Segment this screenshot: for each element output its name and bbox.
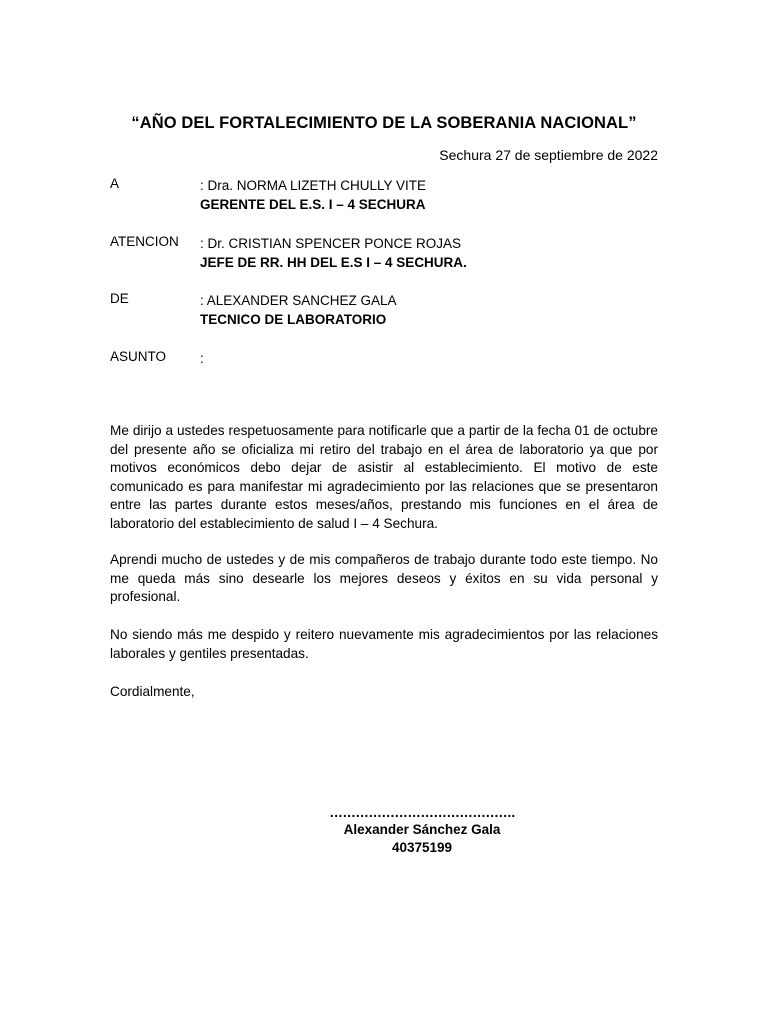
recipient-name: : Dra. NORMA LIZETH CHULLY VITE [200,178,427,193]
recipient-value [200,176,426,214]
signature-name: Alexander Sánchez Gala [343,822,501,837]
closing-text: Cordialmente, [110,684,195,699]
recipient-label: A [110,176,120,191]
document-heading: “AÑO DEL FORTALECIMIENTO DE LA SOBERANIA NACIONAL” [131,114,637,132]
subject-value [200,349,204,368]
sender-label: DE [110,291,129,306]
attention-value [200,234,467,272]
sender-name: : ALEXANDER SANCHEZ GALA [200,293,397,308]
body-paragraph-1: Me dirijo a ustedes respetuosamente para notificarle que a partir de la fecha 01 de octubre del presente año se oficializa mi retiro del trabajo en el área de laboratorio ya que por motivos económicos debo dejar de asistir al establecimiento. El motivo de este comunicado es para manifestar mi agradecimiento por las relaciones que se presentaron entre las partes durante estos meses/años, prestando mis funciones en el área de laboratorio del establecimiento de salud I – 4 Sechura. [110,423,658,531]
sender-value [200,291,397,329]
signature-line: ……………………………………. [329,805,515,820]
letter-date: Sechura 27 de septiembre de 2022 [439,147,658,163]
attention-title: JEFE DE RR. HH DEL E.S I – 4 SECHURA. [200,255,467,270]
body-paragraph-3: No siendo más me despido y reitero nuevamente mis agradecimientos por las relaciones laborales y gentiles presentadas. [110,627,658,661]
attention-label: ATENCION [110,234,179,249]
sender-title: TECNICO DE LABORATORIO [200,312,387,327]
body-paragraph-2: Aprendi mucho de ustedes y de mis compañeros de trabajo durante todo este tiempo. No me queda más sino desearle los mejores deseos y éxitos en su vida personal y profesional. [110,552,658,604]
subject-label: ASUNTO [110,349,167,364]
signature-id-number: 40375199 [391,840,453,855]
recipient-title: GERENTE DEL E.S. I – 4 SECHURA [200,197,426,212]
subject-text: : [200,351,204,366]
attention-name: : Dr. CRISTIAN SPENCER PONCE ROJAS [200,236,462,251]
